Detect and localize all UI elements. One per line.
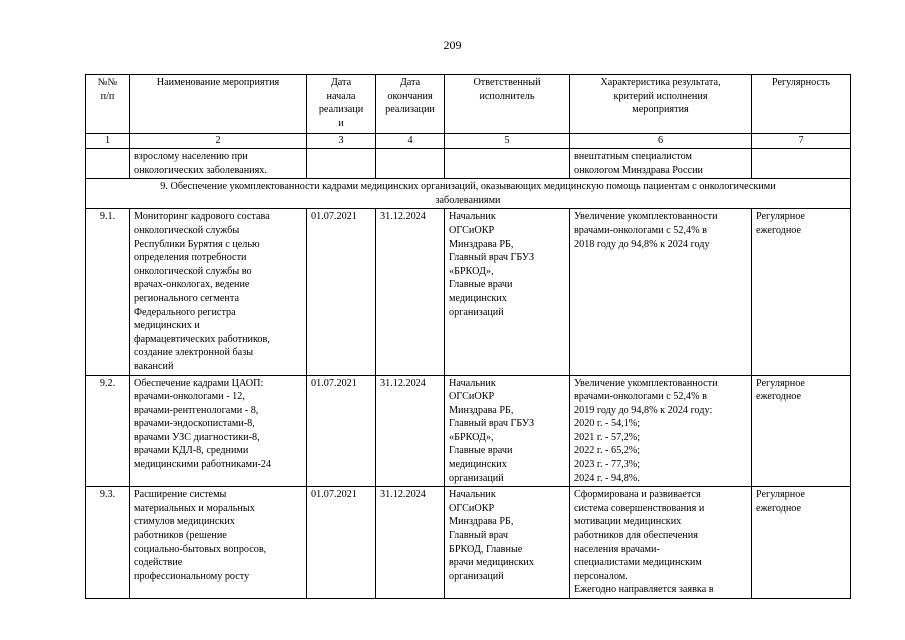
row-number: 9.1.: [86, 209, 130, 375]
row-regularity: [752, 209, 851, 375]
text-line: 2022 г. - 65,2%;: [574, 445, 641, 457]
text-line: Главный врач ГБУЗ: [449, 418, 535, 430]
column-number: 1: [86, 134, 130, 149]
text-line: система совершенствования и: [574, 502, 705, 514]
text-line: Минздрава РБ,: [449, 404, 514, 416]
row-start-date: 01.07.2021: [307, 375, 376, 487]
text-line: 2023 г. - 77,3%;: [574, 459, 641, 471]
text-line: врачами УЗС диагностики-8,: [134, 431, 260, 443]
text-line: врачами-онкологами - 12,: [134, 391, 245, 403]
text-line: Начальник: [449, 377, 496, 389]
text-line: организаций: [449, 306, 504, 318]
text-line: исполнитель: [479, 90, 535, 102]
text-line: Главный врач: [449, 530, 508, 542]
cell-result: [570, 149, 752, 179]
text-line: заболеваниями: [435, 194, 501, 206]
text-line: Расширение системы: [134, 489, 227, 501]
cell-num: [86, 149, 130, 179]
cell-end: [376, 149, 445, 179]
text-line: №№: [97, 77, 118, 88]
text-line: врачами-онкологами с 52,4% в: [574, 224, 707, 236]
text-line: Сформирована и развивается: [574, 489, 701, 501]
text-line: Ответственный: [473, 77, 541, 88]
column-number-row: [86, 134, 851, 149]
text-line: онкологических заболеваниях.: [134, 164, 267, 176]
table-row: [86, 487, 851, 599]
text-line: ежегодное: [756, 502, 802, 514]
text-line: 2018 году до 94,8% к 2024 году: [574, 238, 710, 250]
row-responsible: [445, 375, 570, 487]
page-number: 209: [443, 38, 462, 52]
text-line: содействие: [134, 557, 183, 569]
text-line: Начальник: [449, 211, 496, 223]
text-line: «БРКОД»,: [449, 431, 494, 443]
text-line: п/п: [100, 90, 115, 102]
text-line: Мониторинг кадрового состава: [134, 211, 270, 223]
text-line: «БРКОД»,: [449, 265, 494, 277]
text-line: врачи медицинских: [449, 557, 534, 569]
row-result: [570, 375, 752, 487]
continuation-row: [86, 149, 851, 179]
text-line: начала: [326, 90, 356, 102]
text-line: медицинских: [449, 292, 507, 304]
text-line: врачами-эндоскопистами-8,: [134, 418, 255, 430]
text-line: мотивации медицинских: [574, 516, 682, 528]
text-line: Увеличение укомплектованности: [574, 211, 718, 223]
row-start-date: 01.07.2021: [307, 209, 376, 375]
header-end-date: [376, 75, 445, 134]
text-line: ОГСиОКР: [449, 391, 495, 403]
row-result: [570, 487, 752, 599]
header-result: [570, 75, 752, 134]
column-number: 7: [752, 134, 851, 149]
row-end-date: 31.12.2024: [376, 375, 445, 487]
text-line: Регулярное: [756, 489, 805, 501]
text-line: Обеспечение кадрами ЦАОП:: [134, 377, 264, 389]
row-start-date: 01.07.2021: [307, 487, 376, 599]
text-line: онкологической службы: [134, 224, 240, 236]
cell-start: [307, 149, 376, 179]
text-line: персоналом.: [574, 570, 628, 582]
text-line: Характеристика результата,: [600, 77, 721, 88]
section-row: [86, 179, 851, 209]
text-line: Минздрава РБ,: [449, 516, 514, 528]
text-line: медицинских и: [134, 320, 200, 332]
text-line: фармацевтических работников,: [134, 333, 270, 345]
header-num: [86, 75, 130, 134]
text-line: определения потребности: [134, 252, 247, 264]
text-line: 2019 году до 94,8% к 2024 году:: [574, 404, 713, 416]
text-line: Республики Бурятия с целью: [134, 238, 260, 250]
row-end-date: 31.12.2024: [376, 209, 445, 375]
row-name: [130, 209, 307, 375]
text-line: Регулярность: [771, 77, 831, 88]
column-number: 4: [376, 134, 445, 149]
text-line: Главные врачи: [449, 445, 513, 457]
column-number: 3: [307, 134, 376, 149]
text-line: населения врачами-: [574, 543, 660, 555]
row-regularity: [752, 487, 851, 599]
text-line: регионального сегмента: [134, 292, 239, 304]
header-name: [130, 75, 307, 134]
section-title: [86, 179, 851, 209]
header-regularity: [752, 75, 851, 134]
text-line: реализации: [385, 104, 435, 116]
row-responsible: [445, 487, 570, 599]
text-line: Наименование мероприятия: [156, 77, 280, 88]
text-line: организаций: [449, 472, 504, 484]
text-line: Регулярное: [756, 377, 805, 389]
text-line: ежегодное: [756, 224, 802, 236]
text-line: и: [338, 117, 344, 129]
text-line: врачах-онкологах, ведение: [134, 279, 250, 291]
text-line: Дата: [330, 77, 352, 88]
text-line: онкологом Минздрава России: [574, 164, 703, 176]
text-line: врачами-онкологами с 52,4% в: [574, 391, 707, 403]
text-line: реализаци: [318, 104, 364, 116]
cell-name: [130, 149, 307, 179]
text-line: окончания: [387, 90, 433, 102]
text-line: стимулов медицинских: [134, 516, 235, 528]
text-line: медицинских: [449, 459, 507, 471]
column-number: 2: [130, 134, 307, 149]
text-line: 2024 г. - 94,8%.: [574, 472, 640, 484]
row-number: 9.3.: [86, 487, 130, 599]
text-line: вакансий: [134, 360, 174, 372]
header-row: [86, 75, 851, 134]
cell-responsible: [445, 149, 570, 179]
text-line: ОГСиОКР: [449, 502, 495, 514]
text-line: БРКОД, Главные: [449, 543, 523, 555]
column-number: 6: [570, 134, 752, 149]
text-line: профессиональному росту: [134, 570, 250, 582]
text-line: 2021 г. - 57,2%;: [574, 431, 641, 443]
text-line: материальных и моральных: [134, 502, 255, 514]
table-row: [86, 375, 851, 487]
row-result: [570, 209, 752, 375]
text-line: мероприятия: [632, 104, 689, 116]
header-responsible: [445, 75, 570, 134]
text-line: взрослому населению при: [134, 151, 248, 162]
row-responsible: [445, 209, 570, 375]
text-line: Увеличение укомплектованности: [574, 377, 718, 389]
text-line: Главный врач ГБУЗ: [449, 252, 535, 264]
text-line: внештатным специалистом: [574, 151, 692, 162]
row-name: [130, 487, 307, 599]
header-start-date: [307, 75, 376, 134]
row-number: 9.2.: [86, 375, 130, 487]
text-line: Дата: [399, 77, 421, 88]
text-line: организаций: [449, 570, 504, 582]
text-line: Начальник: [449, 489, 496, 501]
text-line: Главные врачи: [449, 279, 513, 291]
text-line: медицинскими работниками-24: [134, 459, 272, 471]
text-line: Регулярное: [756, 211, 805, 223]
text-line: работников (решение: [134, 530, 227, 542]
text-line: 9. Обеспечение укомплектованности кадрами медицинских организаций, оказывающих медицинскую помощь пациентам с онкологическими: [160, 181, 776, 193]
row-name: [130, 375, 307, 487]
text-line: Федерального регистра: [134, 306, 236, 318]
text-line: Ежегодно направляется заявка в: [574, 584, 714, 596]
text-line: создание электронной базы: [134, 347, 254, 359]
text-line: Минздрава РБ,: [449, 238, 514, 250]
text-line: онкологической службы во: [134, 265, 252, 277]
table-row: [86, 209, 851, 375]
text-line: 2020 г. - 54,1%;: [574, 418, 641, 430]
cell-regularity: [752, 149, 851, 179]
text-line: специалистами медицинским: [574, 557, 702, 569]
row-end-date: 31.12.2024: [376, 487, 445, 599]
text-line: ОГСиОКР: [449, 224, 495, 236]
text-line: ежегодное: [756, 391, 802, 403]
text-line: врачами-рентгенологами - 8,: [134, 404, 259, 416]
text-line: критерий исполнения: [613, 90, 708, 102]
column-number: 5: [445, 134, 570, 149]
text-line: работников для обеспечения: [574, 530, 698, 542]
activities-table: [85, 74, 851, 599]
text-line: врачами КДЛ-8, средними: [134, 445, 249, 457]
text-line: социально-бытовых вопросов,: [134, 543, 267, 555]
row-regularity: [752, 375, 851, 487]
